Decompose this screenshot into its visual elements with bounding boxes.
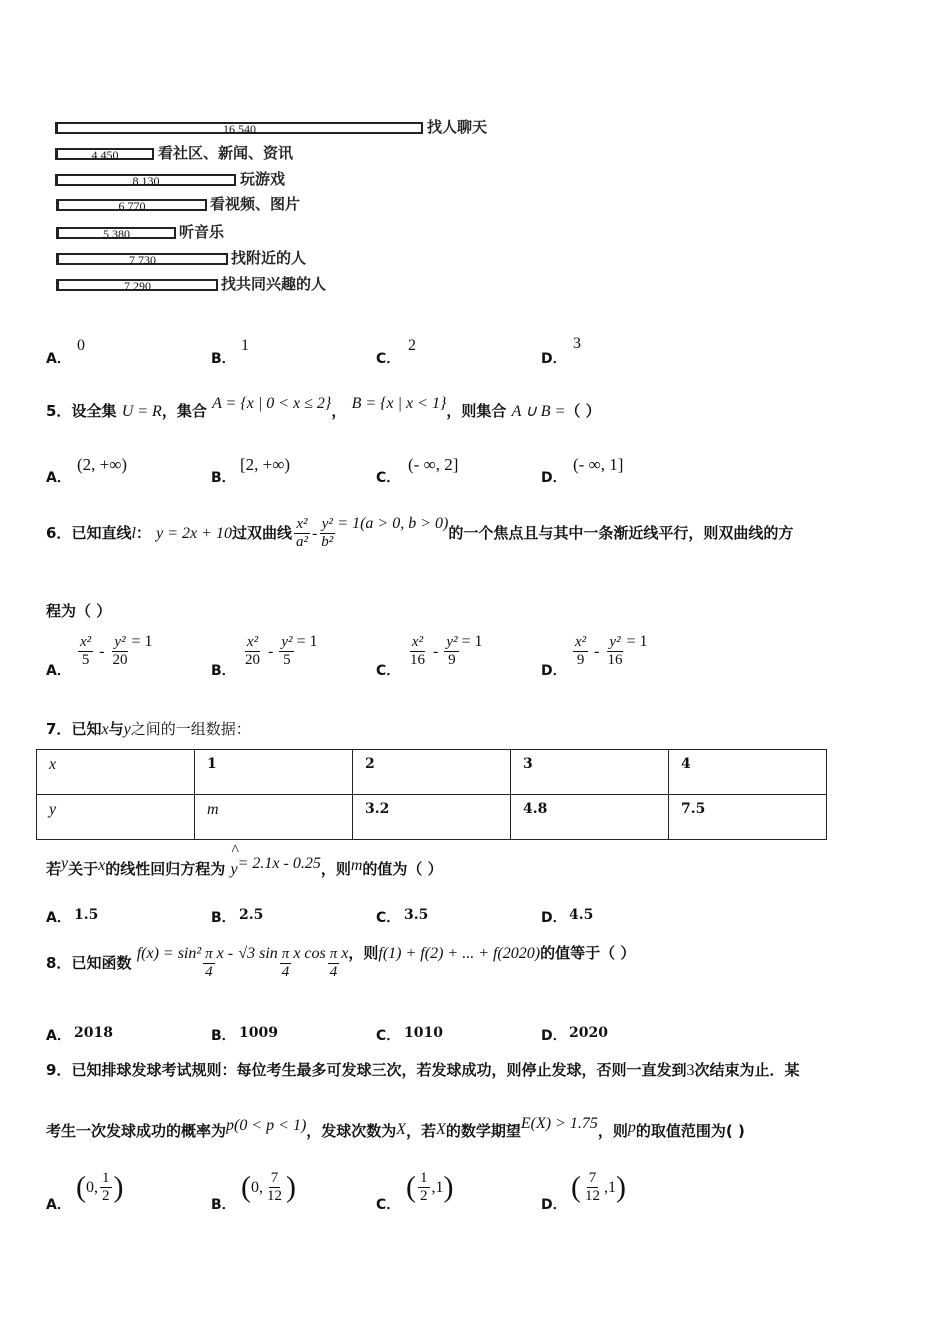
q7-option-b-label: B．	[211, 910, 236, 926]
math-minus: -	[590, 643, 604, 660]
q6-option-value	[76, 634, 153, 669]
q4-option-d-label: D．	[541, 351, 567, 367]
q8-option-d-label: D．	[541, 1028, 567, 1044]
bar	[55, 122, 423, 134]
table-cell: 2	[353, 750, 511, 795]
q8-option-b-value: 1009	[239, 1025, 278, 1041]
q5-option-c-label: C．	[376, 470, 401, 486]
bar-category-label: 找人聊天	[427, 118, 488, 136]
bar-value-label: 8 130	[132, 173, 160, 188]
question-7-cont	[46, 842, 443, 879]
q8-option-a-label: A．	[46, 1028, 71, 1044]
question-text: ，则	[597, 1122, 628, 1140]
math-yhat: ^ y	[230, 842, 240, 878]
table-cell: y	[37, 795, 195, 840]
q9-option-value	[241, 1170, 296, 1205]
bar-category-label: 找共同兴趣的人	[221, 274, 327, 293]
question-text: 设全集	[71, 402, 117, 420]
fraction: $\frac{\pi}{4}$	[205, 946, 213, 980]
bar	[55, 148, 154, 160]
question-6	[46, 516, 793, 551]
q8-option-b-label: B．	[211, 1028, 236, 1044]
math-expr: x	[341, 945, 349, 962]
q4-option-b-value: 1	[241, 337, 249, 354]
bar-category-label: 看社区、新闻、资讯	[158, 143, 294, 162]
question-text: 的取值范围为( )	[635, 1122, 745, 1140]
question-number: 7．	[46, 720, 72, 738]
q6-option-label: A．	[46, 663, 71, 679]
q9-option-value	[76, 1170, 124, 1205]
q4-option-c-label: C．	[376, 351, 401, 367]
q6-option-label: B．	[211, 663, 236, 679]
q4-option-a-label: A．	[46, 351, 71, 367]
bar-chart	[0, 110, 520, 310]
bar-value-label: 4 450	[91, 147, 119, 162]
q9-option-label: C．	[376, 1197, 401, 1213]
q9-option-value	[406, 1170, 454, 1205]
table-cell: x	[37, 750, 195, 795]
bar-category-label: 看视频、图片	[210, 195, 301, 214]
q8-option-c-value: 1010	[404, 1025, 443, 1041]
q7-option-a-label: A．	[46, 910, 71, 926]
interval-paren-open: (	[241, 1170, 251, 1204]
q9-option-value	[571, 1170, 626, 1205]
bar	[55, 174, 236, 186]
interval-paren-open: (	[406, 1170, 416, 1204]
fraction: $\frac{1}{2}$	[102, 1170, 110, 1204]
interval-right: ,1	[431, 1179, 444, 1196]
question-text: 已知	[71, 720, 102, 738]
math-expr: f(x) = sin²	[136, 945, 202, 962]
q9-option-label: A．	[46, 1197, 71, 1213]
interval-paren-open: (	[76, 1170, 86, 1204]
question-text: 过双曲线	[231, 524, 292, 542]
math-condition: = 1(a > 0, b > 0)	[337, 515, 449, 532]
math-expectation: E(X) > 1.75	[520, 1115, 598, 1132]
math-number: 3	[686, 1062, 695, 1079]
interval-paren-open: (	[571, 1170, 581, 1204]
question-text: 已知排球发球考试规则：每位考生最多可发球三次，若发球成功，则停止发球，否则一直发到	[71, 1061, 687, 1079]
table-cell: m	[195, 795, 353, 840]
math-sum: f(1) + f(2) + ... + f(2020)	[378, 945, 541, 962]
q5-option-a-label: A．	[46, 470, 71, 486]
question-text: 关于	[68, 860, 99, 878]
q7-option-c-label: C．	[376, 910, 401, 926]
math-var: p	[627, 1119, 636, 1136]
bar	[56, 199, 207, 214]
fraction: $\frac{\text{x²}}{9}$	[575, 634, 587, 668]
question-text: 考生一次发球成功的概率为	[46, 1122, 227, 1140]
math-universe: U = R	[121, 403, 162, 420]
q4-option-b-label: B．	[211, 351, 236, 367]
fraction: $\frac{\text{y²}}{5}$	[281, 634, 293, 668]
question-text: ，集合	[161, 402, 207, 420]
math-minus: -	[264, 643, 278, 660]
table-row	[37, 750, 827, 795]
math-expr: √3 sin	[238, 945, 278, 962]
q6-option-label: C．	[376, 663, 401, 679]
fraction: $\frac{\text{y²}}{\text{b²}}$	[321, 516, 334, 550]
table-row	[37, 795, 827, 840]
fraction: $\frac{\text{y²}}{20}$	[112, 634, 128, 668]
question-5	[46, 395, 601, 421]
math-eq: = 1	[296, 633, 318, 650]
q7-option-b-value: 2.5	[239, 907, 264, 923]
question-6-cont: 程为（ ）	[46, 602, 112, 620]
q6-option-label: D．	[541, 663, 567, 679]
math-var: y	[123, 721, 131, 738]
q5-option-a-value: (2, +∞)	[77, 455, 128, 474]
fraction: $\frac{7}{12}$	[585, 1170, 600, 1204]
fraction: $\frac{\text{x²}}{\text{a²}}$	[295, 516, 308, 550]
fraction: $\frac{\text{x²}}{20}$	[245, 634, 260, 668]
math-eq: = 1	[131, 633, 153, 650]
q7-option-d-value: 4.5	[569, 907, 594, 923]
question-7	[46, 718, 251, 739]
interval-paren-close: )	[616, 1170, 626, 1204]
question-9-cont	[46, 1115, 745, 1141]
fraction: $\frac{\text{x²}}{5}$	[80, 634, 92, 668]
math-var: y	[61, 855, 69, 872]
math-var: x	[101, 721, 109, 738]
question-text: ，	[331, 402, 347, 420]
math-expr: x cos	[293, 945, 326, 962]
q6-option-value	[571, 634, 648, 669]
interval-paren-close: )	[286, 1170, 296, 1204]
question-text: 的一个焦点且与其中一条渐近线平行，则双曲线的方	[448, 524, 794, 542]
q6-option-value	[241, 634, 318, 669]
fraction: $\frac{\pi}{4}$	[281, 946, 290, 980]
math-var: X	[436, 1121, 446, 1138]
q5-option-b-value: [2, +∞)	[240, 455, 291, 474]
q6-option-value	[406, 634, 483, 669]
q4-option-c-value: 2	[408, 337, 416, 354]
question-number: 5．	[46, 402, 72, 420]
q9-option-label: D．	[541, 1197, 567, 1213]
question-text: 与	[108, 720, 124, 738]
q7-option-c-value: 3.5	[404, 907, 429, 923]
interval-paren-close: )	[443, 1170, 454, 1204]
table-cell: 4.8	[511, 795, 669, 840]
question-text: ，则集合	[446, 402, 507, 420]
question-text: 之间的一组数据：	[130, 720, 251, 738]
bar	[56, 279, 218, 291]
bar-value-label: 16 540	[223, 122, 256, 136]
math-regression: = 2.1x - 0.25	[237, 855, 321, 872]
fraction: $\frac{\text{x²}}{16}$	[410, 634, 425, 668]
math-expr: x -	[216, 945, 234, 962]
question-number: 8．	[46, 954, 72, 972]
q4-option-a-value: 0	[77, 337, 85, 354]
math-set-a: A = {x | 0 < x ≤ 2}	[212, 395, 332, 412]
question-text: ，若	[406, 1122, 437, 1140]
bar-category-label: 听音乐	[179, 223, 225, 242]
table-cell: 3.2	[353, 795, 511, 840]
table-cell: 1	[195, 750, 353, 795]
table-cell: 3	[511, 750, 669, 795]
question-text: ，发球次数为	[306, 1122, 397, 1140]
question-8	[46, 946, 635, 981]
question-text: 已知函数	[71, 954, 132, 972]
math-line-name: l	[131, 525, 136, 542]
interval-left: 0,	[251, 1179, 263, 1196]
q9-option-label: B．	[211, 1197, 236, 1213]
q8-option-a-value: 2018	[74, 1025, 113, 1041]
question-text: ：	[135, 524, 151, 542]
fraction: $\frac{\text{y²}}{9}$	[446, 634, 458, 668]
bar-value-label: 7 290	[124, 278, 151, 293]
interval-paren-close: )	[113, 1170, 124, 1204]
q8-option-d-value: 2020	[569, 1025, 608, 1041]
fraction: $\frac{\text{y²}}{16}$	[607, 634, 623, 668]
answer-paren: （ ）	[565, 402, 601, 420]
table-cell: 4	[669, 750, 827, 795]
math-minus: -	[429, 643, 443, 660]
q7-option-a-value: 1.5	[74, 907, 99, 923]
question-text: 若	[46, 860, 62, 878]
q5-option-d-label: D．	[541, 470, 567, 486]
math-line-eq: y = 2x + 10	[156, 525, 232, 542]
math-set-b: B = {x | x < 1}	[351, 395, 447, 412]
bar-value-label: 6 770	[118, 199, 146, 214]
question-text: 次结束为止．某	[694, 1061, 800, 1079]
question-number: 6．	[46, 524, 72, 542]
bar-category-label: 玩游戏	[240, 169, 286, 188]
question-9	[46, 1059, 799, 1080]
data-table	[36, 749, 827, 840]
question-text: 的值为（ ）	[362, 860, 443, 878]
bar	[56, 227, 176, 242]
q4-option-d-value: 3	[573, 335, 581, 352]
math-minus: -	[311, 525, 318, 542]
q7-option-d-label: D．	[541, 910, 567, 926]
q8-option-c-label: C．	[376, 1028, 401, 1044]
math-union: A ∪ B =	[511, 403, 566, 420]
bar-value-label: 7 730	[129, 253, 156, 267]
math-eq: = 1	[461, 633, 483, 650]
question-text: 的线性回归方程为	[105, 860, 226, 878]
question-text: 的值等于（ ）	[540, 944, 636, 962]
math-var: X	[396, 1121, 407, 1138]
question-text: ，则	[320, 860, 351, 878]
math-var: m	[350, 857, 363, 874]
math-var: x	[98, 857, 106, 874]
interval-left: 0,	[86, 1179, 98, 1196]
fraction: $\frac{1}{2}$	[420, 1170, 428, 1204]
table-cell: 7.5	[669, 795, 827, 840]
interval-right: ,1	[604, 1179, 616, 1196]
fraction: $\frac{7}{12}$	[267, 1170, 282, 1204]
math-prob: p(0 < p < 1)	[226, 1117, 307, 1134]
math-eq: = 1	[626, 633, 648, 650]
question-number: 9．	[46, 1061, 72, 1079]
bar-category-label: 找附近的人	[231, 249, 307, 267]
q5-option-d-value: (- ∞, 1]	[573, 455, 624, 474]
q5-option-c-value: (- ∞, 2]	[408, 455, 459, 474]
fraction: $\frac{\pi}{4}$	[329, 946, 338, 980]
question-text: 已知直线	[71, 524, 132, 542]
math-minus: -	[95, 643, 109, 660]
bar	[56, 253, 228, 265]
question-text: ，则	[348, 944, 379, 962]
bar-value-label: 5 380	[103, 227, 130, 242]
q5-option-b-label: B．	[211, 470, 236, 486]
question-text: 的数学期望	[445, 1122, 521, 1140]
